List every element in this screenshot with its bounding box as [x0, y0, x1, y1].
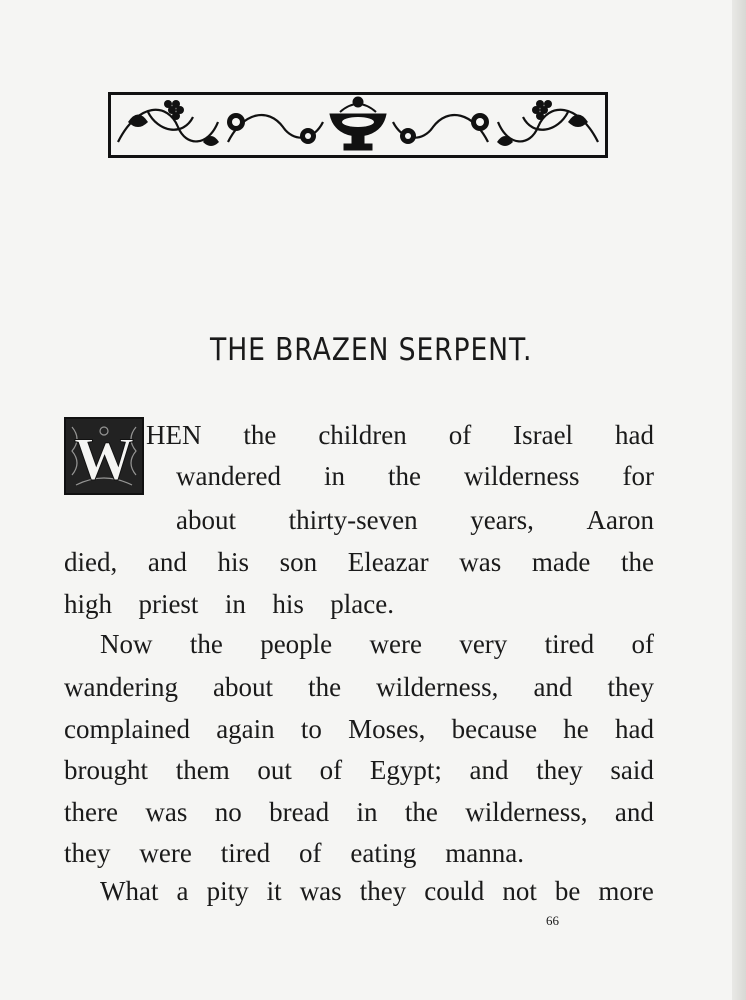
word: in: [224, 589, 246, 619]
word: for: [622, 461, 654, 491]
word: years,: [470, 505, 534, 535]
word: they: [64, 838, 111, 868]
word: was: [299, 876, 342, 906]
word: pity: [206, 876, 249, 906]
word: about: [213, 672, 274, 702]
word: died,: [64, 547, 118, 577]
word: the: [308, 672, 342, 702]
word: because: [451, 714, 538, 744]
word: again: [216, 714, 275, 744]
word: no: [214, 797, 242, 827]
word: bread: [269, 797, 330, 827]
word: eating: [350, 838, 417, 868]
word: more: [598, 876, 654, 906]
word: to: [300, 714, 322, 744]
text-line: [146, 420, 654, 450]
word: his: [217, 547, 249, 577]
word: wilderness,: [465, 797, 588, 827]
word: the: [620, 547, 654, 577]
word: wandered: [176, 461, 281, 491]
word: about: [176, 505, 236, 535]
word: thirty-seven: [288, 505, 418, 535]
word: Now: [100, 629, 153, 659]
word: place.: [330, 589, 394, 619]
text-line: [64, 547, 654, 577]
word: and: [614, 797, 654, 827]
word: in: [356, 797, 378, 827]
word: of: [631, 629, 654, 659]
word: complained: [64, 714, 190, 744]
text-line: [64, 838, 524, 868]
drop-cap-w: [64, 417, 144, 495]
word: said: [610, 755, 654, 785]
chapter-title: THE BRAZEN SERPENT.: [210, 332, 533, 368]
svg-text:W: W: [74, 426, 134, 492]
word: the: [404, 797, 438, 827]
word: a: [176, 876, 189, 906]
word: Israel: [513, 420, 574, 450]
text-line: [64, 755, 654, 785]
word: and: [147, 547, 187, 577]
word: wilderness,: [376, 672, 499, 702]
text-line: [64, 797, 654, 827]
word: very: [459, 629, 508, 659]
word: of: [299, 838, 322, 868]
word: and: [469, 755, 509, 785]
text-line: [64, 714, 654, 744]
word: it: [266, 876, 282, 906]
word: Egypt;: [369, 755, 442, 785]
word: of: [448, 420, 472, 450]
word: priest: [138, 589, 199, 619]
word: high: [64, 589, 113, 619]
word: there: [64, 797, 118, 827]
word: Aaron: [586, 505, 654, 535]
word: they: [536, 755, 583, 785]
word: Moses,: [348, 714, 426, 744]
word: of: [319, 755, 343, 785]
word: brought: [64, 755, 148, 785]
word: he: [563, 714, 589, 744]
word: wilderness: [464, 461, 580, 491]
text-line: [64, 589, 394, 619]
word: the: [189, 629, 223, 659]
word: HEN: [146, 420, 202, 450]
word: and: [533, 672, 573, 702]
word: in: [323, 461, 345, 491]
page-edge: [732, 0, 746, 1000]
word: were: [369, 629, 422, 659]
word: could: [424, 876, 485, 906]
word: tired: [544, 629, 595, 659]
word: tired: [220, 838, 271, 868]
word: children: [318, 420, 407, 450]
word: them: [175, 755, 230, 785]
word: his: [272, 589, 304, 619]
word: had: [614, 420, 654, 450]
word: they: [359, 876, 407, 906]
word: not: [502, 876, 537, 906]
word: wandering: [64, 672, 178, 702]
word: manna.: [445, 838, 524, 868]
text-line: [100, 629, 654, 659]
word: What: [100, 876, 159, 906]
word: people: [260, 629, 333, 659]
word: son: [279, 547, 318, 577]
text-line: [176, 505, 654, 535]
word: made: [531, 547, 591, 577]
word: were: [139, 838, 192, 868]
text-line: [100, 876, 654, 906]
word: the: [243, 420, 277, 450]
word: was: [459, 547, 502, 577]
word: be: [554, 876, 581, 906]
text-line: [64, 672, 654, 702]
word: they: [607, 672, 654, 702]
word: out: [257, 755, 292, 785]
page-number: 66: [546, 913, 559, 928]
word: the: [388, 461, 421, 491]
word: Eleazar: [347, 547, 429, 577]
text-line: [176, 461, 654, 491]
floral-ornament-icon: [108, 92, 608, 158]
word: was: [145, 797, 188, 827]
word: had: [614, 714, 654, 744]
